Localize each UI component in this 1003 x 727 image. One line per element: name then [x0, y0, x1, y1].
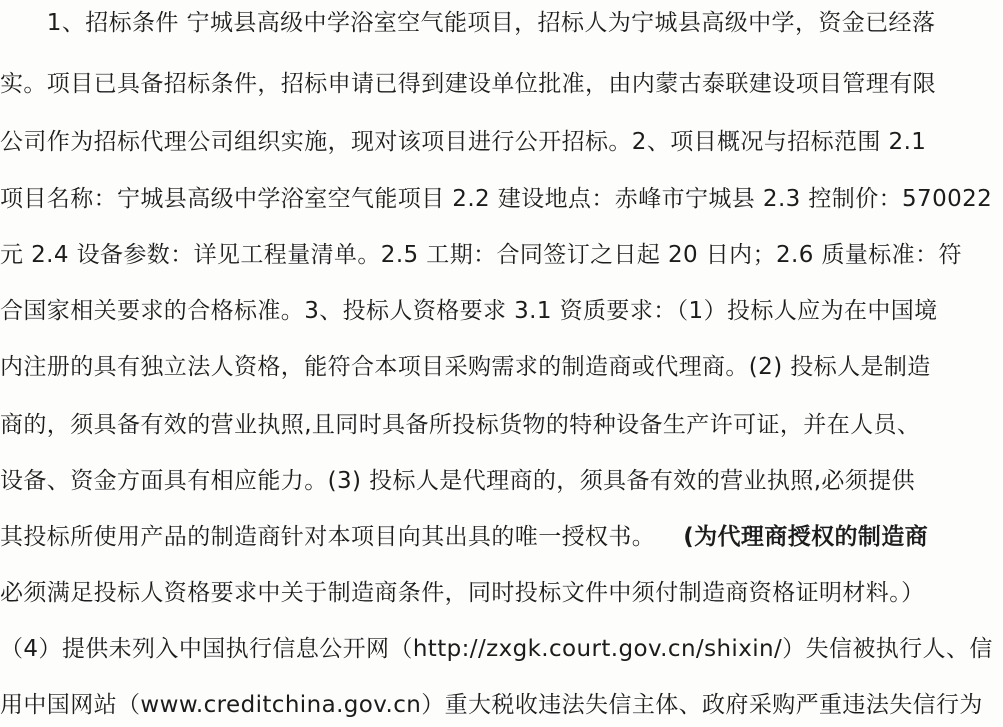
paragraph-line: 实。项目已具备招标条件，招标申请已得到建设单位批准，由内蒙古泰联建设项目管理有限: [0, 71, 936, 97]
paragraph-line: 元 2.4 设备参数：详见工程量清单。2.5 工期：合同签订之日起 20 日内；2.6 质量标准：符: [0, 242, 962, 268]
paragraph-line: 内注册的具有独立法人资格，能符合本项目采购需求的制造商或代理商。(2) 投标人是制造: [0, 354, 931, 380]
paragraph-line: 设备、资金方面具有相应能力。(3) 投标人是代理商的，须具备有效的营业执照,必须提供: [0, 468, 916, 494]
paragraph-line: [0, 522, 928, 552]
paragraph-line: 1、招标条件 宁城县高级中学浴室空气能项目，招标人为宁城县高级中学，资金已经落: [0, 10, 936, 36]
bold-note-text: (为代理商授权的制造商: [683, 524, 929, 550]
paragraph-line: 用中国网站（www.creditchina.gov.cn）重大税收违法失信主体、政府采购严重违法失信行为: [0, 692, 983, 718]
paragraph-line: 公司作为招标代理公司组织实施，现对该项目进行公开招标。2、项目概况与招标范围 2.1: [0, 129, 927, 155]
paragraph-line: 项目名称：宁城县高级中学浴室空气能项目 2.2 建设地点：赤峰市宁城县 2.3 控制价：570022: [0, 186, 993, 212]
paragraph-text: 其投标所使用产品的制造商针对本项目向其出具的唯一授权书。: [0, 524, 656, 550]
paragraph-line: 商的，须具备有效的营业执照,且同时具备所投标货物的特种设备生产许可证，并在人员、: [0, 412, 921, 438]
paragraph-line: （4）提供未列入中国执行信息公开网（http://zxgk.court.gov.cn/shixin/）失信被执行人、信: [0, 636, 993, 662]
paragraph-line: 合国家相关要求的合格标准。3、投标人资格要求 3.1 资质要求：（1）投标人应为在中国境: [0, 298, 938, 324]
paragraph-line: 必须满足投标人资格要求中关于制造商条件，同时投标文件中须付制造商资格证明材料。）: [0, 580, 925, 606]
